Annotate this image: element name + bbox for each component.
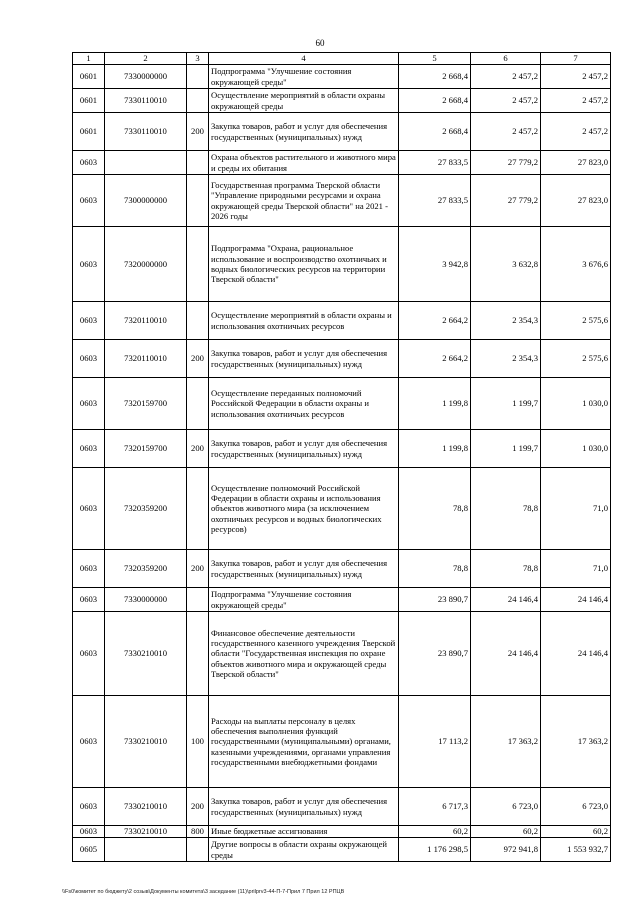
expense-type-code bbox=[187, 588, 209, 612]
amount-col-5: 27 833,5 bbox=[399, 151, 471, 175]
amount-col-7: 24 146,4 bbox=[541, 588, 611, 612]
table-row bbox=[73, 788, 611, 826]
amount-col-5: 27 833,5 bbox=[399, 175, 471, 227]
table-row bbox=[73, 468, 611, 550]
target-article-code: 7330000000 bbox=[105, 588, 187, 612]
target-article-code: 7330110010 bbox=[105, 113, 187, 151]
amount-col-7: 60,2 bbox=[541, 826, 611, 838]
target-article-code: 7300000000 bbox=[105, 175, 187, 227]
table-row bbox=[73, 550, 611, 588]
table-row bbox=[73, 696, 611, 788]
target-article-code: 7320159700 bbox=[105, 430, 187, 468]
amount-col-5: 23 890,7 bbox=[399, 612, 471, 696]
amount-col-5: 3 942,8 bbox=[399, 227, 471, 302]
expense-type-code: 200 bbox=[187, 430, 209, 468]
amount-col-6: 2 457,2 bbox=[471, 89, 541, 113]
item-name: Осуществление переданных полномочий Российской Федерации в области охраны и использования охотничьих ресурсов bbox=[209, 378, 399, 430]
expense-type-code: 200 bbox=[187, 340, 209, 378]
amount-col-5: 2 664,2 bbox=[399, 302, 471, 340]
expense-type-code bbox=[187, 302, 209, 340]
section-code: 0601 bbox=[73, 113, 105, 151]
item-name: Осуществление мероприятий в области охраны окружающей среды bbox=[209, 89, 399, 113]
expense-type-code bbox=[187, 838, 209, 862]
amount-col-5: 2 668,4 bbox=[399, 89, 471, 113]
section-code: 0603 bbox=[73, 430, 105, 468]
target-article-code: 7320159700 bbox=[105, 378, 187, 430]
amount-col-7: 1 030,0 bbox=[541, 430, 611, 468]
table-row bbox=[73, 175, 611, 227]
target-article-code: 7320359200 bbox=[105, 550, 187, 588]
section-code: 0603 bbox=[73, 588, 105, 612]
item-name: Иные бюджетные ассигнования bbox=[209, 826, 399, 838]
amount-col-7: 2 457,2 bbox=[541, 65, 611, 89]
amount-col-6: 2 354,3 bbox=[471, 302, 541, 340]
amount-col-6: 2 457,2 bbox=[471, 65, 541, 89]
item-name: Расходы на выплаты персоналу в целях обеспечения выполнения функций государственными (муниципальными) органами, казенными учреждениями, органами управления государственными внебюджетными фондами bbox=[209, 696, 399, 788]
amount-col-6: 17 363,2 bbox=[471, 696, 541, 788]
column-header: 1 bbox=[73, 53, 105, 65]
item-name: Охрана объектов растительного и животного мира и среды их обитания bbox=[209, 151, 399, 175]
amount-col-6: 6 723,0 bbox=[471, 788, 541, 826]
amount-col-7: 24 146,4 bbox=[541, 612, 611, 696]
item-name: Подпрограмма "Улучшение состояния окружающей среды" bbox=[209, 65, 399, 89]
column-header: 5 bbox=[399, 53, 471, 65]
amount-col-5: 78,8 bbox=[399, 468, 471, 550]
table-row bbox=[73, 378, 611, 430]
expense-type-code bbox=[187, 151, 209, 175]
amount-col-7: 2 457,2 bbox=[541, 113, 611, 151]
table-row bbox=[73, 340, 611, 378]
table-row bbox=[73, 302, 611, 340]
amount-col-6: 27 779,2 bbox=[471, 151, 541, 175]
amount-col-5: 1 199,8 bbox=[399, 430, 471, 468]
amount-col-6: 27 779,2 bbox=[471, 175, 541, 227]
section-code: 0601 bbox=[73, 89, 105, 113]
section-code: 0603 bbox=[73, 696, 105, 788]
amount-col-6: 60,2 bbox=[471, 826, 541, 838]
item-name: Закупка товаров, работ и услуг для обеспечения государственных (муниципальных) нужд bbox=[209, 788, 399, 826]
expense-type-code: 200 bbox=[187, 788, 209, 826]
target-article-code: 7320110010 bbox=[105, 302, 187, 340]
amount-col-5: 23 890,7 bbox=[399, 588, 471, 612]
amount-col-6: 972 941,8 bbox=[471, 838, 541, 862]
expense-type-code bbox=[187, 175, 209, 227]
target-article-code bbox=[105, 838, 187, 862]
table-row bbox=[73, 151, 611, 175]
expense-type-code: 200 bbox=[187, 550, 209, 588]
expense-type-code: 800 bbox=[187, 826, 209, 838]
expense-type-code bbox=[187, 227, 209, 302]
section-code: 0603 bbox=[73, 151, 105, 175]
amount-col-7: 3 676,6 bbox=[541, 227, 611, 302]
item-name: Другие вопросы в области охраны окружающей среды bbox=[209, 838, 399, 862]
target-article-code: 7330210010 bbox=[105, 612, 187, 696]
column-header: 6 bbox=[471, 53, 541, 65]
amount-col-5: 2 668,4 bbox=[399, 113, 471, 151]
header-row bbox=[73, 53, 611, 65]
amount-col-5: 17 113,2 bbox=[399, 696, 471, 788]
page-number: 60 bbox=[315, 38, 325, 48]
amount-col-7: 1 553 932,7 bbox=[541, 838, 611, 862]
table-row bbox=[73, 227, 611, 302]
item-name: Подпрограмма "Охрана, рациональное использование и воспроизводство охотничьих и водных биологических ресурсов на территории Тверской области" bbox=[209, 227, 399, 302]
amount-col-7: 17 363,2 bbox=[541, 696, 611, 788]
table-body bbox=[73, 65, 611, 862]
amount-col-7: 71,0 bbox=[541, 550, 611, 588]
section-code: 0603 bbox=[73, 302, 105, 340]
amount-col-5: 60,2 bbox=[399, 826, 471, 838]
amount-col-6: 24 146,4 bbox=[471, 588, 541, 612]
section-code: 0603 bbox=[73, 468, 105, 550]
section-code: 0603 bbox=[73, 175, 105, 227]
target-article-code: 7330000000 bbox=[105, 65, 187, 89]
expense-type-code bbox=[187, 378, 209, 430]
table-row bbox=[73, 113, 611, 151]
column-header: 7 bbox=[541, 53, 611, 65]
target-article-code: 7320359200 bbox=[105, 468, 187, 550]
amount-col-5: 78,8 bbox=[399, 550, 471, 588]
target-article-code: 7330210010 bbox=[105, 696, 187, 788]
item-name: Подпрограмма "Улучшение состояния окружающей среды" bbox=[209, 588, 399, 612]
section-code: 0603 bbox=[73, 340, 105, 378]
amount-col-5: 2 668,4 bbox=[399, 65, 471, 89]
amount-col-7: 2 575,6 bbox=[541, 340, 611, 378]
item-name: Закупка товаров, работ и услуг для обеспечения государственных (муниципальных) нужд bbox=[209, 340, 399, 378]
amount-col-6: 1 199,7 bbox=[471, 430, 541, 468]
target-article-code: 7320000000 bbox=[105, 227, 187, 302]
target-article-code: 7330210010 bbox=[105, 788, 187, 826]
expense-type-code bbox=[187, 65, 209, 89]
section-code: 0603 bbox=[73, 550, 105, 588]
target-article-code: 7330110010 bbox=[105, 89, 187, 113]
table-row bbox=[73, 612, 611, 696]
expense-type-code: 200 bbox=[187, 113, 209, 151]
section-code: 0605 bbox=[73, 838, 105, 862]
item-name: Закупка товаров, работ и услуг для обеспечения государственных (муниципальных) нужд bbox=[209, 113, 399, 151]
item-name: Осуществление мероприятий в области охраны и использования охотничьих ресурсов bbox=[209, 302, 399, 340]
section-code: 0603 bbox=[73, 612, 105, 696]
target-article-code bbox=[105, 151, 187, 175]
amount-col-6: 2 457,2 bbox=[471, 113, 541, 151]
section-code: 0603 bbox=[73, 826, 105, 838]
section-code: 0601 bbox=[73, 65, 105, 89]
column-header: 2 bbox=[105, 53, 187, 65]
amount-col-6: 1 199,7 bbox=[471, 378, 541, 430]
amount-col-5: 6 717,3 bbox=[399, 788, 471, 826]
budget-table bbox=[72, 52, 611, 862]
section-code: 0603 bbox=[73, 378, 105, 430]
item-name: Закупка товаров, работ и услуг для обеспечения государственных (муниципальных) нужд bbox=[209, 550, 399, 588]
amount-col-7: 71,0 bbox=[541, 468, 611, 550]
amount-col-6: 3 632,8 bbox=[471, 227, 541, 302]
section-code: 0603 bbox=[73, 227, 105, 302]
item-name: Государственная программа Тверской области "Управление природными ресурсами и охрана окружающей среды Тверской области" на 2021 - 2026 годы bbox=[209, 175, 399, 227]
target-article-code: 7320110010 bbox=[105, 340, 187, 378]
amount-col-6: 24 146,4 bbox=[471, 612, 541, 696]
amount-col-7: 1 030,0 bbox=[541, 378, 611, 430]
amount-col-7: 27 823,0 bbox=[541, 175, 611, 227]
amount-col-7: 6 723,0 bbox=[541, 788, 611, 826]
amount-col-7: 2 575,6 bbox=[541, 302, 611, 340]
table-row bbox=[73, 430, 611, 468]
expense-type-code: 100 bbox=[187, 696, 209, 788]
item-name: Осуществление полномочий Российской Федерации в области охраны и использования объектов животного мира (за исключением охотничьих ресурсов и водных биологических ресурсов) bbox=[209, 468, 399, 550]
amount-col-7: 27 823,0 bbox=[541, 151, 611, 175]
column-header: 4 bbox=[209, 53, 399, 65]
expense-type-code bbox=[187, 612, 209, 696]
footer-file-path: \\Fs0\комитет по бюджету\2 созыв\Документы комитета\3 заседание (11)\prilprv3-44-П-7-Прил 7 Прил 12 РПЦВ bbox=[62, 889, 345, 895]
table-row bbox=[73, 588, 611, 612]
amount-col-6: 78,8 bbox=[471, 550, 541, 588]
item-name: Закупка товаров, работ и услуг для обеспечения государственных (муниципальных) нужд bbox=[209, 430, 399, 468]
expense-type-code bbox=[187, 89, 209, 113]
amount-col-5: 2 664,2 bbox=[399, 340, 471, 378]
table-row bbox=[73, 826, 611, 838]
column-header: 3 bbox=[187, 53, 209, 65]
table-row bbox=[73, 838, 611, 862]
amount-col-5: 1 176 298,5 bbox=[399, 838, 471, 862]
section-code: 0603 bbox=[73, 788, 105, 826]
item-name: Финансовое обеспечение деятельности государственного казенного учреждения Тверской области "Государственная инспекция по охране объектов животного мира и окружающей среды Тверской области" bbox=[209, 612, 399, 696]
amount-col-6: 2 354,3 bbox=[471, 340, 541, 378]
table-row bbox=[73, 65, 611, 89]
expense-type-code bbox=[187, 468, 209, 550]
amount-col-5: 1 199,8 bbox=[399, 378, 471, 430]
amount-col-6: 78,8 bbox=[471, 468, 541, 550]
table-row bbox=[73, 89, 611, 113]
amount-col-7: 2 457,2 bbox=[541, 89, 611, 113]
target-article-code: 7330210010 bbox=[105, 826, 187, 838]
